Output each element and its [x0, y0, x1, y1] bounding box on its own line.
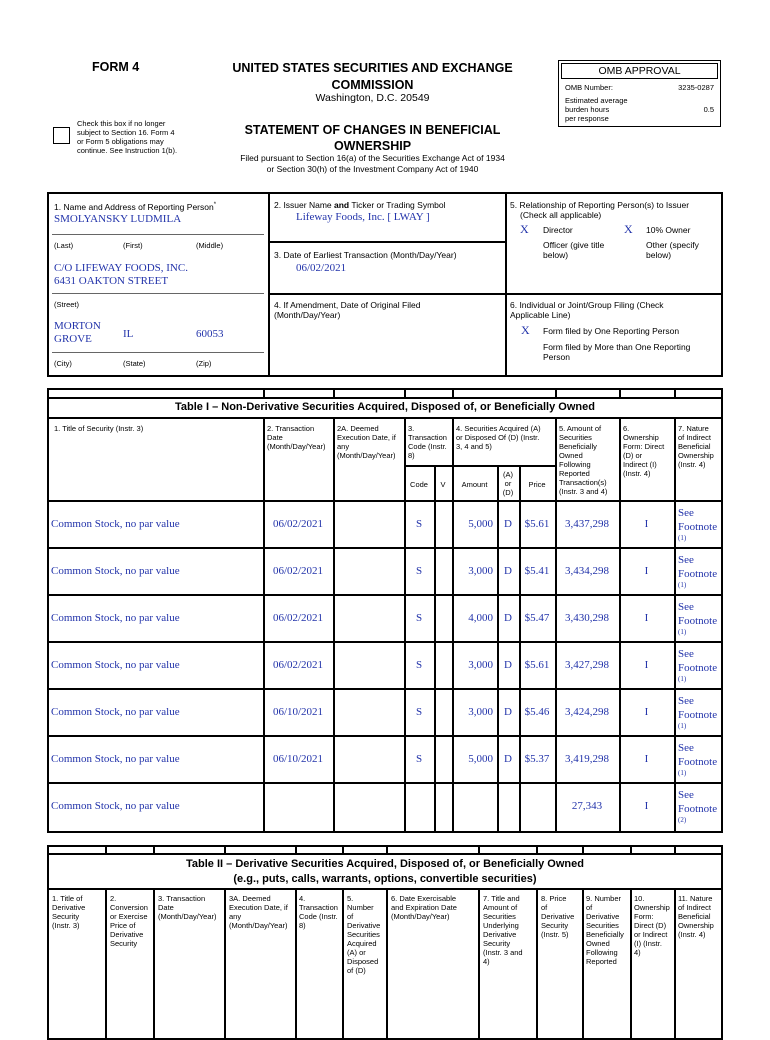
t2-h7-l5: Derivative: [483, 930, 517, 939]
t2-h7-l4: Underlying: [483, 921, 519, 930]
checkbox-text-3: or Form 5 obligations may: [77, 137, 164, 146]
table-2-title-2: (e.g., puts, calls, warrants, options, convertible securities): [233, 873, 537, 885]
officer-label: [543, 240, 604, 260]
footnote-link[interactable]: Footnote: [678, 568, 718, 580]
t2-h7-l8: 4): [483, 957, 490, 966]
t2-h8-l3: Derivative: [541, 912, 575, 921]
see-footnote-link[interactable]: See: [678, 742, 694, 754]
footnote-link[interactable]: Footnote: [678, 756, 718, 768]
agency-line-1: UNITED STATES SECURITIES AND EXCHANGE: [232, 61, 513, 75]
t2-h2-l3: or Exercise: [110, 912, 148, 921]
t2-h9-l4: Securities: [586, 921, 619, 930]
omb-burden-label-2: burden hours: [565, 105, 610, 114]
cell-amount: 5,000: [468, 753, 493, 765]
reporting-person-label-text: 1. Name and Address of Reporting Person: [54, 201, 214, 212]
form-label: FORM 4: [92, 60, 140, 74]
cell-title: Common Stock, no par value: [51, 659, 180, 671]
city-label: (City): [54, 359, 72, 368]
cell-amount: 4,000: [468, 612, 493, 624]
cell-form: I: [644, 612, 649, 624]
t1-h3-l3: Code (Instr.: [408, 442, 447, 451]
t2-h6-l2: and Expiration Date: [391, 903, 457, 912]
no-longer-subject-checkbox[interactable]: [53, 127, 70, 144]
t1-h5-l4: Owned: [559, 451, 583, 460]
director-mark: X: [520, 222, 529, 236]
cell-form: I: [644, 659, 649, 671]
t2-h5-l3: of: [347, 912, 354, 921]
cell-date: 06/10/2021: [272, 706, 324, 718]
footnote-link[interactable]: Footnote: [678, 521, 718, 533]
cell-date: 06/02/2021: [272, 565, 324, 577]
cell-price: $5.47: [524, 612, 550, 624]
t1-sub-code: Code: [410, 480, 428, 489]
t1-h7: [678, 424, 714, 469]
t2-h11-l1: 11. Nature: [678, 894, 713, 903]
t1-h6-l3: Form: Direct: [623, 442, 665, 451]
t1-h2a-l3: any: [337, 442, 350, 451]
t1-sub-ad-l1: (A): [503, 470, 513, 479]
amendment-label: [274, 300, 420, 320]
t2-h5-l7: (A) or: [347, 948, 366, 957]
t2-h9-l2: of: [586, 903, 593, 912]
cell-price: $5.61: [524, 518, 550, 530]
filing-one-mark: X: [521, 323, 530, 337]
filing-type-label-1: 6. Individual or Joint/Group Filing (Check: [510, 300, 664, 310]
t1-h1: 1. Title of Security (Instr. 3): [54, 424, 144, 433]
cell-nature: [678, 506, 722, 543]
statement-title: [200, 122, 545, 154]
t2-h11-l5: (Instr. 4): [678, 930, 706, 939]
issuer-label: [274, 200, 446, 210]
t1-h2a: [337, 424, 396, 460]
t2-h8-l4: Security: [541, 921, 569, 930]
t2-h9-l1: 9. Number: [586, 894, 622, 903]
t1-h3-l1: 3.: [408, 424, 415, 433]
t2-h8-l1: 8. Price: [541, 894, 567, 903]
t1-h6-l4: (D) or: [623, 451, 643, 460]
t2-h3: [158, 894, 217, 921]
cell-price: $5.41: [524, 565, 550, 577]
cell-code: S: [415, 659, 423, 671]
cell-title: Common Stock, no par value: [51, 518, 180, 530]
cell-amount: 5,000: [468, 518, 493, 530]
filing-one-label: Form filed by One Reporting Person: [543, 326, 680, 336]
t2-h10-l6: (I) (Instr.: [634, 939, 662, 948]
t2-h7-l6: Security: [483, 939, 511, 948]
t2-h2-l2: Conversion: [110, 903, 148, 912]
t1-h2-l2: Date: [267, 433, 283, 442]
checkbox-text-1: Check this box if no longer: [77, 119, 166, 128]
issuer-label-and: and: [334, 200, 350, 210]
filing-type-label: [510, 300, 664, 320]
cell-date: 06/02/2021: [272, 659, 324, 671]
footnote-ref: (1): [678, 581, 687, 589]
t2-h10-l1: 10.: [634, 894, 645, 903]
t2-h9-l5: Beneficially: [586, 930, 624, 939]
t2-h5: [347, 894, 380, 975]
t1-h4-l1: 4. Securities Acquired (A): [456, 424, 541, 433]
t1-h7-l5: (Instr. 4): [678, 460, 706, 469]
t2-h9: [586, 894, 624, 966]
zip-label: (Zip): [196, 359, 212, 368]
t1-h7-l4: Ownership: [678, 451, 714, 460]
address-line-1: C/O LIFEWAY FOODS, INC.: [54, 262, 188, 274]
checkbox-text-4: continue. See Instruction 1(b).: [77, 146, 178, 155]
t2-h9-l8: Reported: [586, 957, 617, 966]
t2-h5-l9: of (D): [347, 966, 366, 975]
cell-owned: 3,419,298: [565, 753, 609, 765]
checkbox-text-2: subject to Section 16. Form 4: [77, 128, 175, 137]
footnote-link[interactable]: Footnote: [678, 803, 718, 815]
t1-h6-l1: 6.: [623, 424, 630, 433]
t2-h4: [299, 894, 338, 930]
t1-h5-l3: Beneficially: [559, 442, 597, 451]
filing-type-label-2: Applicable Line): [510, 310, 571, 320]
filed-line-1: Filed pursuant to Section 16(a) of the Securities Exchange Act of 1934: [240, 153, 505, 163]
t2-h3a-l2: Execution Date, if: [229, 903, 288, 912]
cell-price: $5.61: [524, 659, 550, 671]
reporting-address: [54, 262, 188, 288]
omb-approval-box: [558, 60, 721, 127]
officer-label-1: Officer (give title: [543, 240, 605, 250]
t1-h7-l2: of Indirect: [678, 433, 711, 442]
t2-h5-l2: Number: [347, 903, 374, 912]
footnote-link[interactable]: Footnote: [678, 662, 718, 674]
t1-h4-l2: or Disposed Of (D) (Instr.: [456, 433, 540, 442]
t1-h6-l5: Indirect (I): [623, 460, 657, 469]
t1-sub-ad-l3: (D): [502, 488, 514, 497]
cell-nature: [678, 647, 722, 684]
t1-sub-v: V: [440, 480, 446, 489]
t1-h7-l1: 7. Nature: [678, 424, 709, 433]
t1-sub-ad-l2: or: [504, 479, 512, 488]
cell-owned: 27,343: [571, 800, 603, 812]
cell-code: S: [415, 518, 423, 530]
t1-h6: [623, 424, 664, 478]
footnote-ref: (1): [678, 628, 687, 636]
t2-h11-l3: Beneficial: [678, 912, 711, 921]
cell-form: I: [644, 565, 649, 577]
table-1-title: Table I – Non-Derivative Securities Acquired, Disposed of, or Beneficially Owned: [175, 401, 595, 413]
agency-line-2: COMMISSION: [331, 78, 414, 92]
t2-h11-l2: of Indirect: [678, 903, 711, 912]
t1-h5: [559, 424, 607, 496]
middle-label: (Middle): [196, 241, 224, 250]
t2-h1-l1: 1. Title of: [52, 894, 83, 903]
t2-h3a-l3: any: [229, 912, 242, 921]
t1-h7-l3: Beneficial: [678, 442, 711, 451]
see-footnote-link[interactable]: See: [678, 695, 694, 707]
cell-nature: [678, 553, 722, 590]
cell-title: Common Stock, no par value: [51, 612, 180, 624]
t2-h10-l4: Direct (D): [634, 921, 667, 930]
cell-amount: 3,000: [468, 565, 493, 577]
street-label: (Street): [54, 300, 80, 309]
filing-more-label-1: Form filed by More than One Reporting: [543, 342, 691, 352]
reporting-person-name: SMOLYANSKY LUDMILA: [54, 213, 182, 225]
issuer-label-post: Ticker or Trading Symbol: [349, 200, 446, 210]
cell-owned: 3,430,298: [565, 612, 609, 624]
last-label: (Last): [54, 241, 74, 250]
director-label: Director: [543, 225, 573, 235]
t2-h10-l7: 4): [634, 948, 641, 957]
city-value-1: MORTON: [54, 320, 101, 332]
t1-h2: [267, 424, 326, 451]
t1-h5-l1: 5. Amount of: [559, 424, 602, 433]
t1-h4-l3: 3, 4 and 5): [456, 442, 492, 451]
t2-h4-l4: 8): [299, 921, 306, 930]
footnote-ref: (2): [678, 816, 687, 824]
t2-h5-l6: Acquired: [347, 939, 377, 948]
city-value: [54, 320, 101, 346]
t1-h6-l6: (Instr. 4): [623, 469, 651, 478]
t2-h7: [483, 894, 523, 966]
t1-h5-l5: Following: [559, 460, 591, 469]
t2-h6: [391, 894, 457, 921]
amendment-label-1: 4. If Amendment, Date of Original Filed: [274, 300, 421, 310]
t1-h4: [456, 424, 541, 451]
t1-h2a-l4: (Month/Day/Year): [337, 451, 396, 460]
cell-owned: 3,437,298: [565, 518, 609, 530]
t1-h2-l1: 2. Transaction: [267, 424, 315, 433]
t2-h5-l5: Securities: [347, 930, 380, 939]
first-label: (First): [123, 241, 143, 250]
t2-h5-l1: 5.: [347, 894, 354, 903]
omb-burden-label-3: per response: [565, 114, 609, 123]
t1-sub-price: Price: [528, 480, 546, 489]
t2-h5-l8: Disposed: [347, 957, 379, 966]
cell-date: 06/10/2021: [272, 753, 324, 765]
filed-pursuant: [200, 153, 545, 175]
cell-code: S: [415, 706, 423, 718]
table-2-title: [47, 857, 723, 887]
footnote-ref: (1): [678, 722, 687, 730]
other-label: [646, 240, 699, 260]
t2-h7-l3: Securities: [483, 912, 516, 921]
t2-h1-l2: Derivative: [52, 903, 86, 912]
t2-h8-l2: of: [541, 903, 548, 912]
t2-h3-l3: (Month/Day/Year): [158, 912, 217, 921]
filing-more-label: [543, 342, 690, 362]
filed-line-2: or Section 30(h) of the Investment Company Act of 1940: [266, 164, 479, 174]
t2-h9-l7: Following: [586, 948, 618, 957]
other-label-2: below): [646, 250, 672, 260]
agency-title: [200, 60, 545, 94]
other-label-1: Other (specify: [646, 240, 699, 250]
t2-h7-l7: (Instr. 3 and: [483, 948, 523, 957]
t2-h3a-l1: 3A. Deemed: [229, 894, 271, 903]
see-footnote-link[interactable]: See: [678, 507, 694, 519]
cell-ad: D: [504, 706, 512, 718]
cell-code: S: [415, 753, 423, 765]
cell-form: I: [644, 800, 649, 812]
t2-h3a: [229, 894, 288, 930]
t1-h3: [408, 424, 447, 460]
cell-owned: 3,424,298: [565, 706, 609, 718]
t2-h2-l1: 2.: [110, 894, 117, 903]
cell-ad: D: [504, 565, 512, 577]
issuer-label-pre: 2. Issuer Name: [274, 200, 334, 210]
t2-h3-l1: 3. Transaction: [158, 894, 206, 903]
city-value-2: GROVE: [54, 333, 92, 345]
relationship-label-1: 5. Relationship of Reporting Person(s) to Issuer: [510, 200, 690, 210]
reporting-person-label: [54, 200, 216, 212]
cell-title: Common Stock, no par value: [51, 565, 180, 577]
filing-more-label-2: Person: [543, 352, 570, 362]
cell-form: I: [644, 706, 649, 718]
cell-title: Common Stock, no par value: [51, 800, 180, 812]
cell-price: $5.37: [524, 753, 550, 765]
t2-h11: [678, 894, 714, 939]
t2-h9-l3: Derivative: [586, 912, 620, 921]
t2-h2-l4: Price of: [110, 921, 136, 930]
owner10-label: 10% Owner: [646, 225, 691, 235]
cell-ad: D: [504, 518, 512, 530]
t1-sub-ad: [497, 470, 519, 497]
cell-amount: 3,000: [468, 706, 493, 718]
relationship-label-2: (Check all applicable): [520, 210, 602, 220]
footnote-link[interactable]: Footnote: [678, 615, 718, 627]
cell-ad: D: [504, 659, 512, 671]
footnote-link[interactable]: Footnote: [678, 709, 718, 721]
t2-h4-l3: Code (Instr.: [299, 912, 338, 921]
address-line-2: 6431 OAKTON STREET: [54, 275, 169, 287]
t1-h5-l7: Transaction(s): [559, 478, 607, 487]
cell-nature: [678, 694, 722, 731]
t2-h10-l3: Form:: [634, 912, 654, 921]
footnote-ref: (1): [678, 769, 687, 777]
cell-form: I: [644, 753, 649, 765]
omb-burden-label-1: Estimated average: [565, 96, 628, 105]
t2-h10: [634, 894, 670, 957]
cell-owned: 3,427,298: [565, 659, 609, 671]
t2-h1: [52, 894, 85, 930]
cell-title: Common Stock, no par value: [51, 706, 180, 718]
officer-label-2: below): [543, 250, 569, 260]
cell-amount: 3,000: [468, 659, 493, 671]
cell-date: 06/02/2021: [272, 518, 324, 530]
t2-h10-l2: Ownership: [634, 903, 670, 912]
t1-h5-l8: (Instr. 3 and 4): [559, 487, 608, 496]
cell-price: $5.46: [524, 706, 550, 718]
t1-h3-l4: 8): [408, 451, 415, 460]
t2-h1-l4: (Instr. 3): [52, 921, 80, 930]
cell-form: I: [644, 518, 649, 530]
t2-h8: [541, 894, 574, 939]
cell-nature: [678, 788, 722, 825]
amendment-label-2: (Month/Day/Year): [274, 310, 341, 320]
t1-h2a-l1: 2A. Deemed: [337, 424, 379, 433]
t2-h1-l3: Security: [52, 912, 80, 921]
see-footnote-link[interactable]: See: [678, 601, 694, 613]
issuer-value: Lifeway Foods, Inc. [ LWAY ]: [296, 211, 430, 223]
t1-h2-l3: (Month/Day/Year): [267, 442, 326, 451]
cell-ad: D: [504, 753, 512, 765]
cell-nature: [678, 741, 722, 778]
t2-h10-l5: or Indirect: [634, 930, 668, 939]
t2-h9-l6: Owned: [586, 939, 610, 948]
state-label: (State): [123, 359, 146, 368]
t2-h7-l1: 7. Title and: [483, 894, 520, 903]
cell-title: Common Stock, no par value: [51, 753, 180, 765]
t2-h8-l5: (Instr. 5): [541, 930, 569, 939]
omb-number-label: OMB Number:: [565, 83, 613, 92]
footnote-ref: (1): [678, 534, 687, 542]
cell-nature: [678, 600, 722, 637]
t2-h3a-l4: (Month/Day/Year): [229, 921, 288, 930]
see-footnote-link[interactable]: See: [678, 648, 694, 660]
see-footnote-link[interactable]: See: [678, 554, 694, 566]
cell-ad: D: [504, 612, 512, 624]
t1-h5-l2: Securities: [559, 433, 592, 442]
footnote-ref: (1): [678, 675, 687, 683]
t1-sub-amount: Amount: [461, 480, 488, 489]
t1-h6-l2: Ownership: [623, 433, 659, 442]
t2-h6-l1: 6. Date Exercisable: [391, 894, 457, 903]
cell-date: 06/02/2021: [272, 612, 324, 624]
t2-h4-l2: Transaction: [299, 903, 338, 912]
omb-title: OMB APPROVAL: [561, 63, 718, 79]
t2-h3-l2: Date: [158, 903, 174, 912]
checkbox-instructions: [77, 119, 197, 155]
reporting-person-asterisk: *: [213, 202, 217, 208]
omb-burden-label: [565, 96, 628, 123]
t2-h6-l3: (Month/Day/Year): [391, 912, 450, 921]
t1-h2a-l2: Execution Date, if: [337, 433, 396, 442]
statement-line-1: STATEMENT OF CHANGES IN BENEFICIAL: [244, 123, 501, 137]
earliest-transaction-value: 06/02/2021: [296, 262, 347, 274]
t1-h5-l6: Reported: [559, 469, 590, 478]
t1-h3-l2: Transaction: [408, 433, 447, 442]
cell-code: S: [415, 565, 423, 577]
omb-number-value: 3235-0287: [678, 83, 714, 92]
owner10-mark: X: [624, 222, 633, 236]
t2-h5-l4: Derivative: [347, 921, 381, 930]
t2-h7-l2: Amount of: [483, 903, 518, 912]
cell-owned: 3,434,298: [565, 565, 609, 577]
relationship-label: [510, 200, 689, 220]
t2-h2-l5: Derivative: [110, 930, 144, 939]
t2-h4-l1: 4.: [299, 894, 306, 903]
see-footnote-link[interactable]: See: [678, 789, 694, 801]
t2-h11-l4: Ownership: [678, 921, 714, 930]
table-2-title-1: Table II – Derivative Securities Acquired, Disposed of, or Beneficially Owned: [186, 858, 584, 870]
state-value: IL: [123, 328, 134, 340]
omb-burden-value: 0.5: [703, 105, 714, 114]
agency-location: Washington, D.C. 20549: [315, 92, 430, 104]
cell-code: S: [415, 612, 423, 624]
t2-h2: [110, 894, 148, 948]
t2-h2-l6: Security: [110, 939, 138, 948]
zip-value: 60053: [196, 328, 224, 340]
statement-line-2: OWNERSHIP: [333, 139, 412, 153]
earliest-transaction-label: 3. Date of Earliest Transaction (Month/Day/Year): [274, 250, 457, 260]
